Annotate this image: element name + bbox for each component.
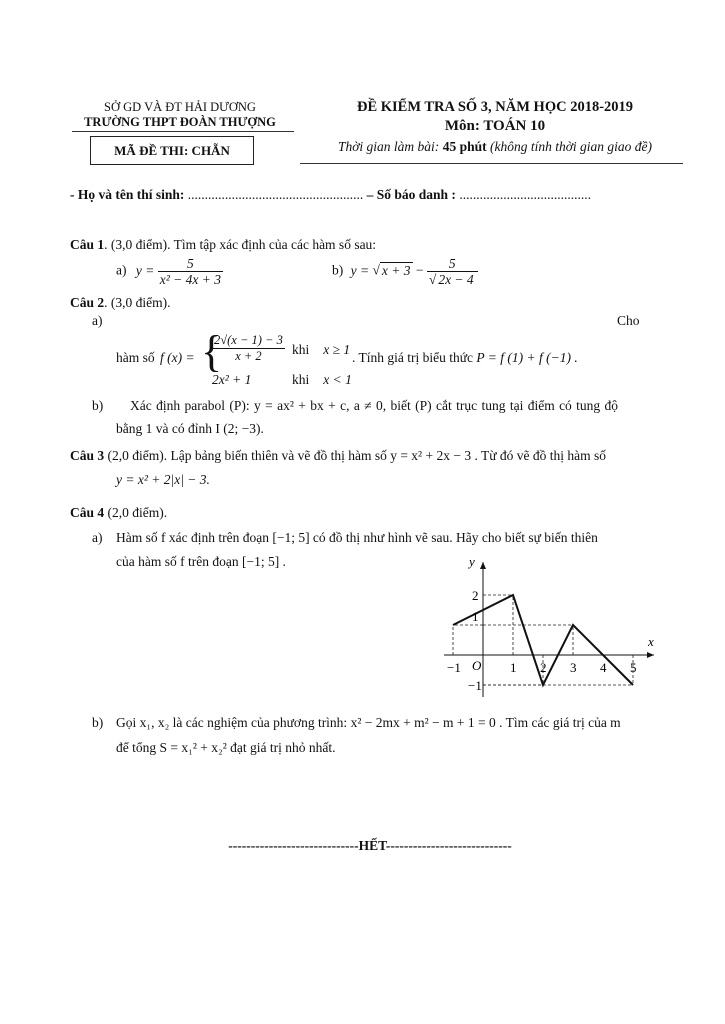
q2a-cho: Cho (617, 313, 640, 328)
x-tick-label: 1 (510, 660, 517, 675)
q1a-numerator: 5 (158, 256, 223, 272)
x-tick-label: −1 (447, 660, 461, 675)
exam-time (300, 139, 690, 155)
header-divider-right (300, 163, 683, 164)
q1a-label: a) (116, 262, 127, 278)
q1b-numerator: 5 (427, 256, 478, 272)
x-tick-label: 4 (600, 660, 607, 675)
y-tick-label: 1 (472, 609, 479, 624)
q2a-case2-cond (292, 372, 352, 388)
q1b-minus: − (415, 262, 424, 278)
school-name: TRƯỜNG THPT ĐOÀN THƯỢNG (84, 115, 276, 129)
q2-heading (70, 295, 171, 311)
q2a-case2-khi: khi (292, 372, 310, 387)
q2a-case1-cond (292, 342, 350, 358)
time-prefix: Thời gian làm bài: (337, 139, 443, 154)
q4a-line2: của hàm số f trên đoạn [−1; 5] . (116, 554, 286, 569)
q2-label: Câu 2 (70, 295, 105, 310)
q1b-label: b) (332, 262, 344, 278)
q2a-tail (352, 350, 578, 366)
q1-heading (70, 237, 376, 253)
q3-label: Câu 3 (70, 448, 105, 463)
q2b-line2: bằng 1 và có đỉnh I (2; −3). (116, 421, 264, 436)
q4b-label: b) (92, 715, 104, 730)
name-dots: .................................................... (184, 187, 364, 202)
q1b-root: x + 3 (381, 262, 411, 278)
x-tick-label: 5 (630, 660, 637, 675)
name-label: - Họ và tên thí sinh: (70, 187, 185, 202)
q2a-case1 (212, 333, 285, 364)
origin-label: O (472, 658, 482, 673)
x-tick-label: 3 (570, 660, 577, 675)
y-axis-arrow (480, 562, 486, 569)
student-info (70, 187, 591, 203)
q2a-case2-ineq: x < 1 (323, 372, 352, 387)
time-suffix: (không tính thời gian giao đề) (486, 139, 653, 154)
y-tick-label: −1 (468, 678, 482, 693)
y-axis-label: y (469, 554, 475, 569)
q1-label: Câu 1 (70, 237, 105, 252)
q1-part-b: b) y = √ x + 3 − $\frac{5}{√ 2x - 4}$ (332, 256, 478, 287)
time-value: 45 phút (442, 139, 487, 154)
x-axis-arrow (647, 652, 654, 658)
q2a-tail-text: . Tính giá trị biểu thức (352, 350, 474, 365)
exam-code: MÃ ĐỀ THI: CHẴN (114, 143, 230, 158)
q2a-case1-den: x + 2 (235, 349, 262, 363)
q4-heading (70, 505, 167, 521)
q4-label: Câu 4 (70, 505, 105, 520)
q3-line2: y = x² + 2|x| − 3. (116, 472, 210, 487)
q2-text: . (3,0 điểm). (104, 295, 171, 310)
x-axis-label: x (648, 634, 654, 649)
department-name: SỞ GD VÀ ĐT HẢI DƯƠNG (104, 100, 256, 114)
q1a-fraction (158, 256, 223, 287)
q3-line1 (70, 448, 606, 464)
y-tick-label: 2 (472, 588, 479, 603)
header-divider-left (72, 131, 294, 132)
q1a-denominator: x² − 4x + 3 (159, 272, 221, 287)
end-marker: -----------------------------HẾT---------------------------- (228, 838, 512, 853)
exam-subject: Môn: TOÁN 10 (444, 118, 546, 134)
q1-part-a (116, 256, 223, 287)
q4b-line1: Gọi x₁, x₂ là các nghiệm của phương trình: x² − 2mx + m² − m + 1 = 0 . Tìm các giá trị của m (116, 715, 621, 730)
q2a-ham-so: hàm số (116, 350, 155, 365)
q2b-line1: Xác định parabol (P): y = ax² + bx + c, a ≠ 0, biết (P) cắt trục tung tại điểm có tung độ (130, 398, 619, 413)
q1b-lhs: y = (350, 262, 370, 278)
q2a-label: a) (92, 313, 103, 328)
q2a-fx: f (x) = (160, 350, 195, 365)
q2a-case1-ineq: x ≥ 1 (323, 342, 351, 357)
q2b-label: b) (92, 398, 104, 413)
id-dots: ....................................... (455, 187, 591, 202)
q2a-brace: { (201, 327, 223, 376)
q1-text: . (3,0 điểm). Tìm tập xác định của các hàm số sau: (104, 237, 377, 252)
id-label: – Số báo danh : (363, 187, 456, 202)
function-graph (425, 550, 665, 700)
exam-title: ĐỀ KIỂM TRA SỐ 3, NĂM HỌC 2018-2019 (356, 99, 634, 115)
q2a-case2: 2x² + 1 (212, 372, 252, 387)
q4b-line2: để tổng S = x₁² + x₂² đạt giá trị nhỏ nhất. (116, 740, 336, 755)
q4a-line1: Hàm số f xác định trên đoạn [−1; 5] có đồ thị như hình vẽ sau. Hãy cho biết sự biến thiên (116, 530, 598, 545)
q4-text: (2,0 điểm). (104, 505, 168, 520)
q2a-case1-num: 2√(x − 1) − 3 (214, 333, 283, 347)
q2a-expression: P = f (1) + f (−1) . (476, 350, 578, 365)
q2a-case1-khi: khi (292, 342, 310, 357)
q1a-lhs: y = (135, 262, 155, 278)
graph-axes (444, 562, 654, 697)
q3-text: (2,0 điểm). Lập bảng biến thiên và vẽ đồ thị hàm số y = x² + 2x − 3 . Từ đó vẽ đồ thị hàm số (104, 448, 607, 463)
q1b-fraction: $\frac{5}{√ 2x - 4}$ (427, 256, 478, 287)
x-tick-label: 2 (540, 660, 547, 675)
q1b-denominator: 2x − 4 (438, 272, 474, 287)
q4a-label: a) (92, 530, 103, 545)
exam-code-box (90, 136, 254, 165)
